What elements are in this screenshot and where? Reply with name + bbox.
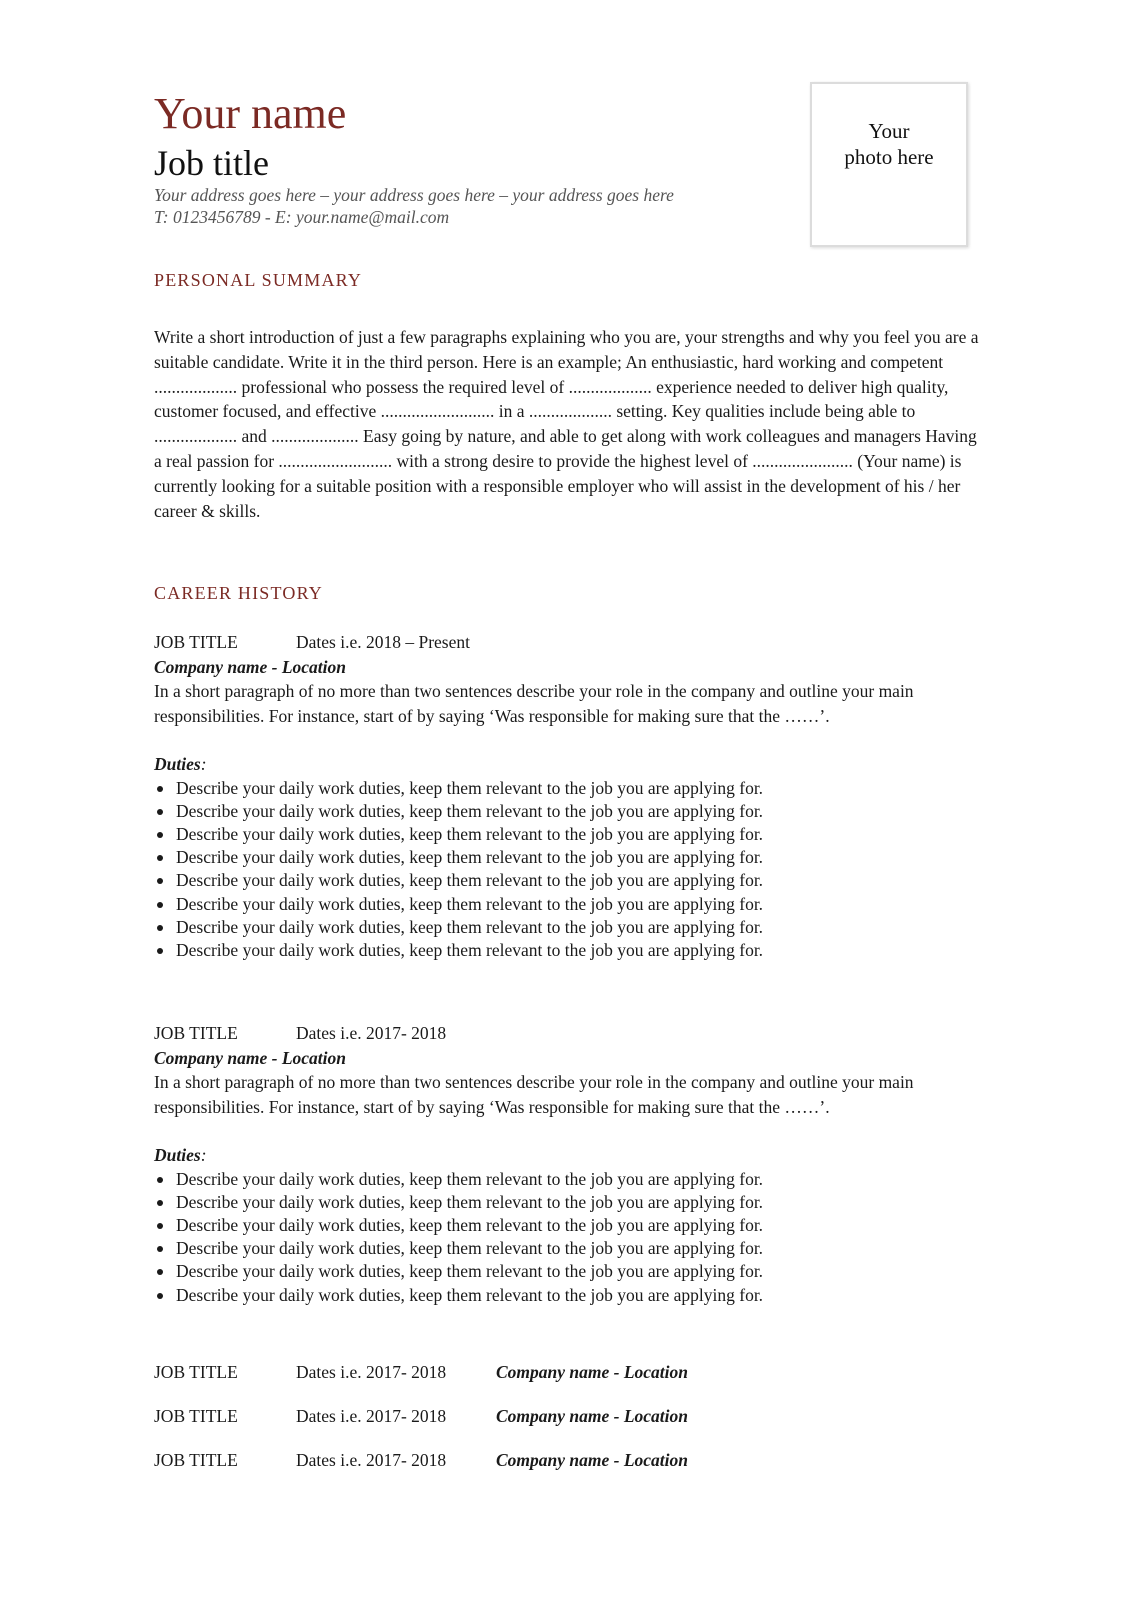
career-history-heading: CAREER HISTORY	[154, 583, 323, 603]
company-location: Company name - Location	[496, 1406, 689, 1426]
company-location: Company name - Location	[496, 1450, 689, 1470]
short-job-entry	[154, 1448, 688, 1472]
job-description: In a short paragraph of no more than two sentences describe your role in the company and outline your main responsibilities. For instance, start of by saying ‘Was responsible for making sure that the ……’.	[154, 1072, 914, 1117]
duty-item: Describe your daily work duties, keep them relevant to the job you are applying for.	[154, 1260, 986, 1283]
address-line: Your address goes here – your address goes here – your address goes here	[154, 185, 674, 205]
job-title-line	[154, 1021, 986, 1046]
short-job-entry	[154, 1360, 688, 1384]
duty-item: Describe your daily work duties, keep them relevant to the job you are applying for.	[154, 823, 986, 846]
company-location: Company name - Location	[154, 1047, 347, 1068]
job-title: JOB TITLE	[154, 1406, 238, 1426]
job-title: JOB TITLE	[154, 1362, 238, 1382]
job-dates: Dates i.e. 2017- 2018	[296, 1023, 447, 1043]
duties-label: Duties:	[154, 754, 207, 774]
job-dates: Dates i.e. 2018 – Present	[296, 632, 470, 652]
company-location: Company name - Location	[496, 1362, 689, 1382]
duty-item: Describe your daily work duties, keep them relevant to the job you are applying for.	[154, 800, 986, 823]
job-title-line	[154, 630, 986, 655]
candidate-name: Your name	[154, 89, 347, 138]
job-title: JOB TITLE	[154, 1023, 238, 1043]
job-entry-2	[154, 1021, 986, 1307]
job-title: JOB TITLE	[154, 632, 238, 652]
duties-label: Duties:	[154, 1145, 207, 1165]
duty-item: Describe your daily work duties, keep them relevant to the job you are applying for.	[154, 1237, 986, 1260]
photo-placeholder	[810, 82, 968, 247]
duty-item: Describe your daily work duties, keep them relevant to the job you are applying for.	[154, 916, 986, 939]
duties-list	[154, 777, 986, 963]
job-dates: Dates i.e. 2017- 2018	[296, 1450, 447, 1470]
phone-email-line: T: 0123456789 - E: your.name@mail.com	[154, 207, 450, 227]
duties-list	[154, 1168, 986, 1307]
job-dates: Dates i.e. 2017- 2018	[296, 1406, 447, 1426]
duty-item: Describe your daily work duties, keep them relevant to the job you are applying for.	[154, 1168, 986, 1191]
job-entry-1	[154, 630, 986, 962]
job-title: JOB TITLE	[154, 1450, 238, 1470]
duty-item: Describe your daily work duties, keep them relevant to the job you are applying for.	[154, 846, 986, 869]
duty-item: Describe your daily work duties, keep them relevant to the job you are applying for.	[154, 1214, 986, 1237]
contact-block	[154, 184, 674, 228]
candidate-job-title: Job title	[154, 143, 269, 183]
duty-item: Describe your daily work duties, keep them relevant to the job you are applying for.	[154, 893, 986, 916]
duty-item: Describe your daily work duties, keep them relevant to the job you are applying for.	[154, 1284, 986, 1307]
personal-summary-heading: PERSONAL SUMMARY	[154, 270, 363, 290]
duty-item: Describe your daily work duties, keep them relevant to the job you are applying for.	[154, 1191, 986, 1214]
photo-placeholder-text: Your photo here	[844, 119, 934, 169]
duty-item: Describe your daily work duties, keep them relevant to the job you are applying for.	[154, 869, 986, 892]
job-description: In a short paragraph of no more than two sentences describe your role in the company and outline your main responsibilities. For instance, start of by saying ‘Was responsible for making sure that the ……’.	[154, 681, 914, 726]
company-location: Company name - Location	[154, 656, 347, 677]
duty-item: Describe your daily work duties, keep them relevant to the job you are applying for.	[154, 777, 986, 800]
short-job-entry	[154, 1404, 688, 1428]
personal-summary-text: Write a short introduction of just a few paragraphs explaining who you are, your strengths and why you feel you are a suitable candidate. Write it in the third person. Here is an example; An enthusiastic, hard working and competent ................... professional who possess the required level of ................... experience needed to deliver high quality, customer focused, and effective .......................... in a ................... setting. Key qualities include being able to ................... and .................... Easy going by nature, and able to get along with work colleagues and managers Having a real passion for .......................... with a strong desire to provide the highest level of ....................... (Your name) is currently looking for a suitable position with a responsible employer who will assist in the development of his / her career & skills.	[154, 327, 979, 521]
duty-item: Describe your daily work duties, keep them relevant to the job you are applying for.	[154, 939, 986, 962]
job-dates: Dates i.e. 2017- 2018	[296, 1362, 447, 1382]
